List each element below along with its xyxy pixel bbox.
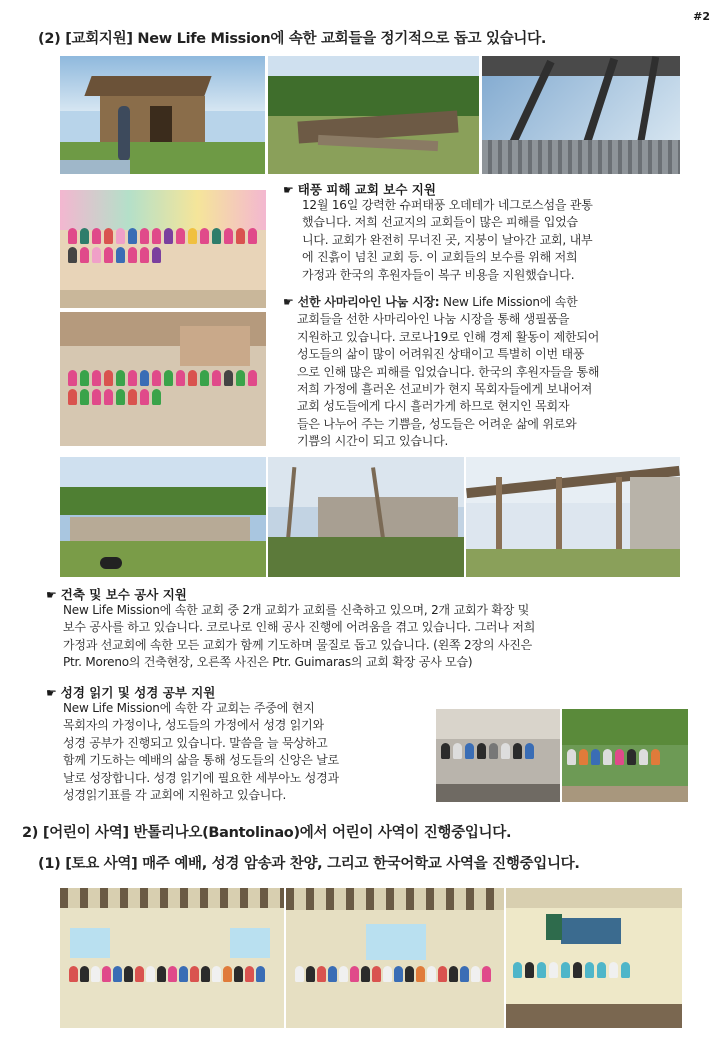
text-line: New Life Mission에 속한 (443, 295, 578, 309)
construction-title: 건축 및 보수 공사 지원 (60, 587, 187, 602)
bible-study-title: 성경 읽기 및 성경 공부 지원 (60, 685, 216, 700)
text-line: 가정과 한국의 후원자들이 복구 비용을 지원했습니다. (302, 267, 575, 282)
text-line: 가정과 선교회에 속한 모든 교회가 함께 기도하며 물질로 돕고 있습니다. (왼쪽 2장의 사진은 (63, 637, 533, 652)
typhoon-repair-title-row (283, 180, 436, 198)
photo-church-expansion (466, 457, 680, 577)
text-line: 성경 공부가 진행되고 있습니다. 말씀을 늘 묵상하고 (63, 735, 328, 750)
samaritan-market-title: 선한 사마리아인 나눔 시장: (297, 295, 440, 309)
text-line: 교회 성도들에게 다시 흘러가게 하므로 현지인 목회자 (297, 399, 570, 414)
photo-children-worship-2 (286, 888, 504, 1028)
text-line: 목회자의 가정이나, 성도들의 가정에서 성경 읽기와 (63, 718, 324, 733)
photo-children-worship-1 (60, 888, 284, 1028)
text-line: 저희 가정에 흘러온 선교비가 현지 목회자들에게 보내어져 (297, 382, 593, 397)
photo-bible-study-outdoor (562, 709, 688, 802)
text-line: 함께 기도하는 예배의 삶을 통해 성도들의 신앙은 날로 (63, 753, 339, 768)
text-line: 12월 16일 강력한 슈퍼태풍 오데테가 네그로스섬을 관통 (302, 198, 593, 212)
children-ministry-heading: 2) [어린이 사역] 반톨리나오(Bantolinao)에서 어린이 사역이 진행중입니다. (22, 825, 512, 841)
photo-congregation-pink (60, 190, 266, 308)
photo-construction-site-1 (60, 457, 266, 577)
text-line: 으로 인해 많은 피해를 입었습니다. 한국의 후원자들을 통해 (297, 364, 600, 379)
pointing-hand-icon: ☛ (46, 686, 57, 700)
text-line: New Life Mission에 속한 교회 중 2개 교회가 교회를 신축하고 있으며, 2개 교회가 확장 및 (63, 603, 530, 617)
photo-damaged-hut-church (60, 56, 265, 174)
construction-title-row (46, 585, 187, 603)
typhoon-repair-title: 태풍 피해 교회 보수 지원 (297, 182, 436, 197)
text-line: 에 진흙이 넘친 교회 등. 이 교회들의 보수를 위해 저희 (302, 250, 578, 265)
photo-roof-damage (482, 56, 680, 174)
construction-text (63, 602, 703, 672)
text-line: 보수 공사를 하고 있습니다. 코로나로 인해 공사 진행에 어려움을 겪고 있습니다. 그러나 저희 (63, 620, 536, 635)
pointing-hand-icon: ☛ (283, 295, 294, 309)
pointing-hand-icon: ☛ (283, 183, 294, 197)
text-line: 성도들의 삶이 많이 어려워진 상태이고 특별히 이번 태풍 (297, 347, 585, 362)
pointing-hand-icon: ☛ (46, 588, 57, 602)
text-line: Ptr. Moreno의 건축현장, 오른쪽 사진은 Ptr. Guimaras의 교회 확장 공사 모습) (63, 655, 473, 670)
photo-collapsed-church (268, 56, 479, 174)
bible-study-title-row (46, 683, 215, 701)
typhoon-repair-text (302, 197, 702, 284)
page-number: #2 (693, 10, 710, 23)
photo-bible-study-home (436, 709, 560, 802)
photo-market-distribution (60, 312, 266, 446)
text-line: 교회들을 선한 사마리아인 나눔 시장을 통해 생필품을 (297, 312, 570, 327)
text-line: 지원하고 있습니다. 코로나19로 인해 경제 활동이 제한되어 (297, 329, 600, 344)
text-line: New Life Mission에 속한 각 교회는 주중에 현지 (63, 701, 315, 715)
photo-construction-site-2 (268, 457, 464, 577)
text-line: 성경읽기표를 각 교회에 지원하고 있습니다. (63, 788, 287, 803)
text-line: 했습니다. 저희 선교지의 교회들이 많은 피해를 입었습 (302, 215, 578, 230)
text-line: 날로 성장합니다. 성경 읽기에 필요한 세부아노 성경과 (63, 770, 339, 785)
samaritan-market-block (283, 294, 703, 451)
church-support-heading: (2) [교회지원] New Life Mission에 속한 교회들을 정기적으로 돕고 있습니다. (38, 31, 547, 47)
text-line: 기쁨의 시간이 되고 있습니다. (297, 434, 449, 449)
photo-korean-school-class (506, 888, 682, 1028)
text-line: 들은 나누어 주는 기쁨을, 성도들은 어려운 삶에 위로와 (297, 416, 577, 431)
saturday-ministry-heading: (1) [토요 사역] 매주 예배, 성경 암송과 찬양, 그리고 한국어학교 사역을 진행중입니다. (38, 856, 580, 872)
text-line: 니다. 교회가 완전히 무너진 곳, 지붕이 날아간 교회, 내부 (302, 232, 593, 247)
bible-study-text (63, 700, 433, 804)
